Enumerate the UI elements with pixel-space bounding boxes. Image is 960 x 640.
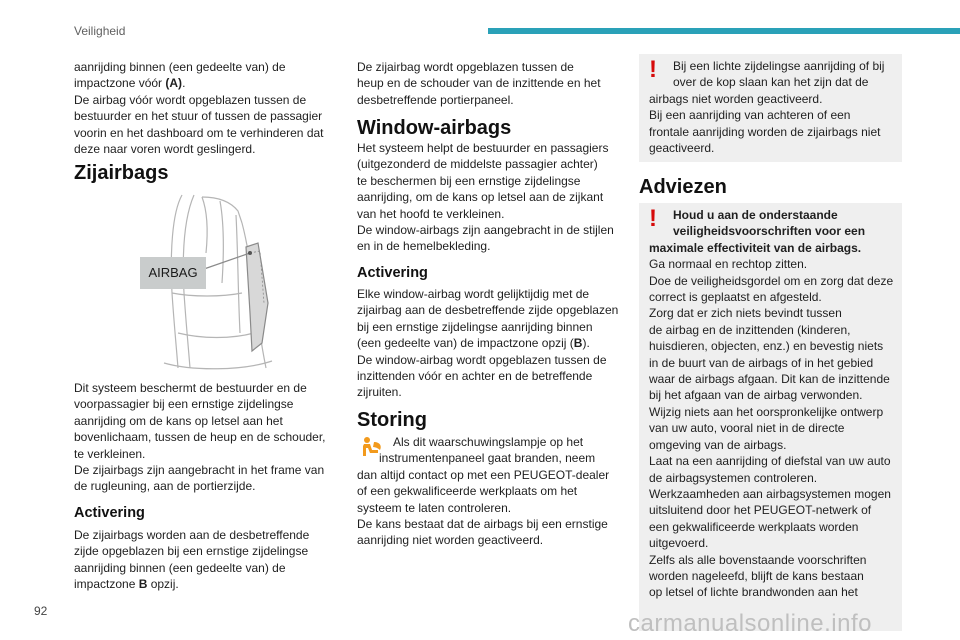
heading-storing: Storing [357, 409, 427, 431]
text-line: te verkleinen. [74, 446, 146, 461]
text-line: De window-airbag wordt opgeblazen tussen de [357, 352, 607, 367]
text-fragment: opzij. [147, 577, 179, 592]
text-line: in de buurt van de airbags of in het gebied [649, 355, 874, 370]
text-line: Wijzig niets aan het oorspronkelijke ontwerp [649, 404, 884, 419]
watermark: carmanualsonline.info [628, 610, 872, 637]
text-fragment: impactzone vóór [74, 76, 166, 91]
text-line: inzittenden vóór en achter en de betreffende [357, 369, 593, 384]
text-line: de airbag en de inzittenden (kinderen, [649, 322, 851, 337]
text-line: Zelfs als alle bovenstaande voorschriften [649, 552, 867, 567]
text-line: Werkzaamheden aan airbagsystemen mogen [649, 486, 891, 501]
text-line [357, 335, 619, 351]
warning-box-side-impact [639, 54, 902, 162]
text-line: geactiveerd. [649, 141, 715, 156]
text-line: systeem te laten controleren. [357, 500, 512, 515]
bold-text: maximale effectiviteit van de airbags. [649, 240, 862, 255]
text-line: zijde opgeblazen bij een ernstige zijdelingse [74, 544, 309, 559]
col1-intro [74, 59, 334, 157]
text-line: frontale aanrijding worden de zijairbags niet [649, 124, 881, 139]
text-line: over de kop slaan kan het zijn dat de [673, 75, 869, 90]
text-fragment: (een gedeelte van) de impactzone opzij ( [357, 336, 574, 351]
text-line: deze naar voren wordt geslingerd. [74, 142, 256, 157]
col1-activering [74, 527, 334, 593]
text-line: bestuurder en het stuur of tussen de passagier [74, 109, 323, 124]
text-line: De zijairbags worden aan de desbetreffende [74, 528, 310, 542]
text-line [74, 576, 334, 592]
text-line: Dit systeem beschermt de bestuurder en de [74, 381, 307, 395]
text-line: omgeving van de airbags. [649, 437, 787, 452]
text-line: uitsluitend door het PEUGEOT-netwerk of [649, 503, 872, 518]
text-line: voorin en het dashboard om te verhinderen dat [74, 125, 324, 140]
text-line: en in de hemelbekleding. [357, 239, 491, 254]
text-line: Als dit waarschuwingslampje op het [393, 435, 584, 449]
bold-text: Houd u aan de onderstaande [673, 208, 838, 222]
col1-description [74, 380, 334, 495]
text-line: voorpassagier bij een ernstige zijdelingse [74, 397, 294, 412]
heading-zijairbags: Zijairbags [74, 162, 169, 184]
text-line: aanrijding niet worden geactiveerd. [357, 533, 544, 548]
bold-ref: B [573, 336, 583, 351]
text-line: Bij een lichte zijdelingse aanrijding of bij [673, 59, 885, 73]
header-accent-bar [488, 28, 960, 34]
subheading-activering-1: Activering [74, 505, 145, 521]
text-line: airbags niet worden geactiveerd. [649, 91, 823, 106]
text-line: (uitgezonderd de middelste passagier achter) [357, 157, 598, 172]
text-line: de airbagsystemen controleren. [649, 470, 818, 485]
text-line: heup en de schouder van de inzittende en het [357, 76, 601, 91]
bold-ref: B [138, 577, 148, 592]
text-line: De kans bestaat dat de airbags bij een ernstige [357, 517, 608, 532]
bold-ref: (A) [165, 76, 183, 91]
text-line: bij het afgaan van de airbag verwonden. [649, 388, 863, 403]
col2-intro [357, 59, 619, 108]
text-line: van het hoofd te verkleinen. [357, 206, 505, 221]
subheading-activering-2: Activering [357, 265, 428, 281]
airbag-callout-label: AIRBAG [140, 257, 206, 289]
text-line: aanrijding, om de kans op letsel aan de zijkant [357, 190, 604, 205]
text-line: correct is geplaatst en afgesteld. [649, 290, 822, 305]
text-fragment: . [182, 76, 186, 91]
text-line: Bij een aanrijding van achteren of een [649, 108, 851, 123]
text-line: aanrijding om de kans op letsel aan het [74, 413, 283, 428]
text-line: huisdieren, objecten, enz.) en bevestig niets [649, 339, 884, 354]
heading-adviezen: Adviezen [639, 176, 727, 198]
text-line: aanrijding binnen (een gedeelte van) de [74, 60, 286, 74]
warning-exclamation-icon: ! [649, 205, 657, 232]
text-line: aanrijding binnen (een gedeelte van) de [74, 560, 286, 575]
warning-box-advice [639, 203, 902, 631]
text-line: bij een ernstige zijdelingse aanrijding binnen [357, 319, 593, 334]
text-line: Laat na een aanrijding of diefstal van uw auto [649, 454, 891, 469]
text-line: waar de airbags afgaan. Dit kan de inzittende [649, 372, 890, 387]
text-line: Elke window-airbag wordt gelijktijdig met de [357, 287, 590, 301]
text-line: van uw auto, vooral niet in de directe [649, 421, 845, 436]
text-line: de rugleuning, aan de portierzijde. [74, 479, 256, 494]
text-line: instrumentenpaneel gaat branden, neem [379, 451, 596, 466]
col2-activering [357, 286, 619, 401]
text-fragment: impactzone [74, 577, 139, 592]
text-line: De airbag vóór wordt opgeblazen tussen de [74, 92, 307, 107]
text-line: zijruiten. [357, 385, 402, 400]
page-number: 92 [34, 604, 48, 618]
text-line: De zijairbags zijn aangebracht in het frame van [74, 463, 325, 478]
text-line [649, 240, 901, 256]
bold-text: veiligheidsvoorschriften voor een [673, 224, 866, 239]
text-line: Zorg dat er zich niets bevindt tussen [649, 306, 842, 321]
text-line [649, 223, 901, 239]
text-line: desbetreffende portierpaneel. [357, 92, 514, 107]
warning-exclamation-icon: ! [649, 56, 657, 83]
text-line: Ga normaal en rechtop zitten. [649, 257, 808, 272]
text-line: of een gekwalificeerde werkplaats om het [357, 484, 578, 499]
text-line: dan altijd contact op met een PEUGEOT-dealer [357, 467, 610, 482]
text-line: Het systeem helpt de bestuurder en passagiers [357, 141, 609, 155]
text-line [74, 75, 334, 91]
col2-storing [357, 434, 619, 549]
text-line [649, 207, 901, 223]
text-line: op letsel of lichte brandwonden aan het [649, 585, 858, 600]
text-line: bovenlichaam, tussen de heup en de schouder, [74, 430, 326, 445]
text-line: zijairbag aan de desbetreffende zijde opgeblazen [357, 303, 619, 318]
text-fragment: ). [582, 336, 590, 351]
text-line: De zijairbag wordt opgeblazen tussen de [357, 60, 574, 74]
text-line: een gekwalificeerde werkplaats worden [649, 519, 859, 534]
col2-window-text [357, 140, 619, 255]
text-line: De window-airbags zijn aangebracht in de stijlen [357, 223, 614, 238]
text-line: uitgevoerd. [649, 536, 709, 551]
section-title: Veiligheid [74, 24, 126, 38]
text-line: worden nageleefd, blijft de kans bestaan [649, 568, 864, 583]
heading-window-airbags: Window-airbags [357, 117, 512, 139]
text-line: te beschermen bij een ernstige zijdelingse [357, 173, 581, 188]
text-line: Doe de veiligheidsgordel om en zorg dat deze [649, 273, 894, 288]
